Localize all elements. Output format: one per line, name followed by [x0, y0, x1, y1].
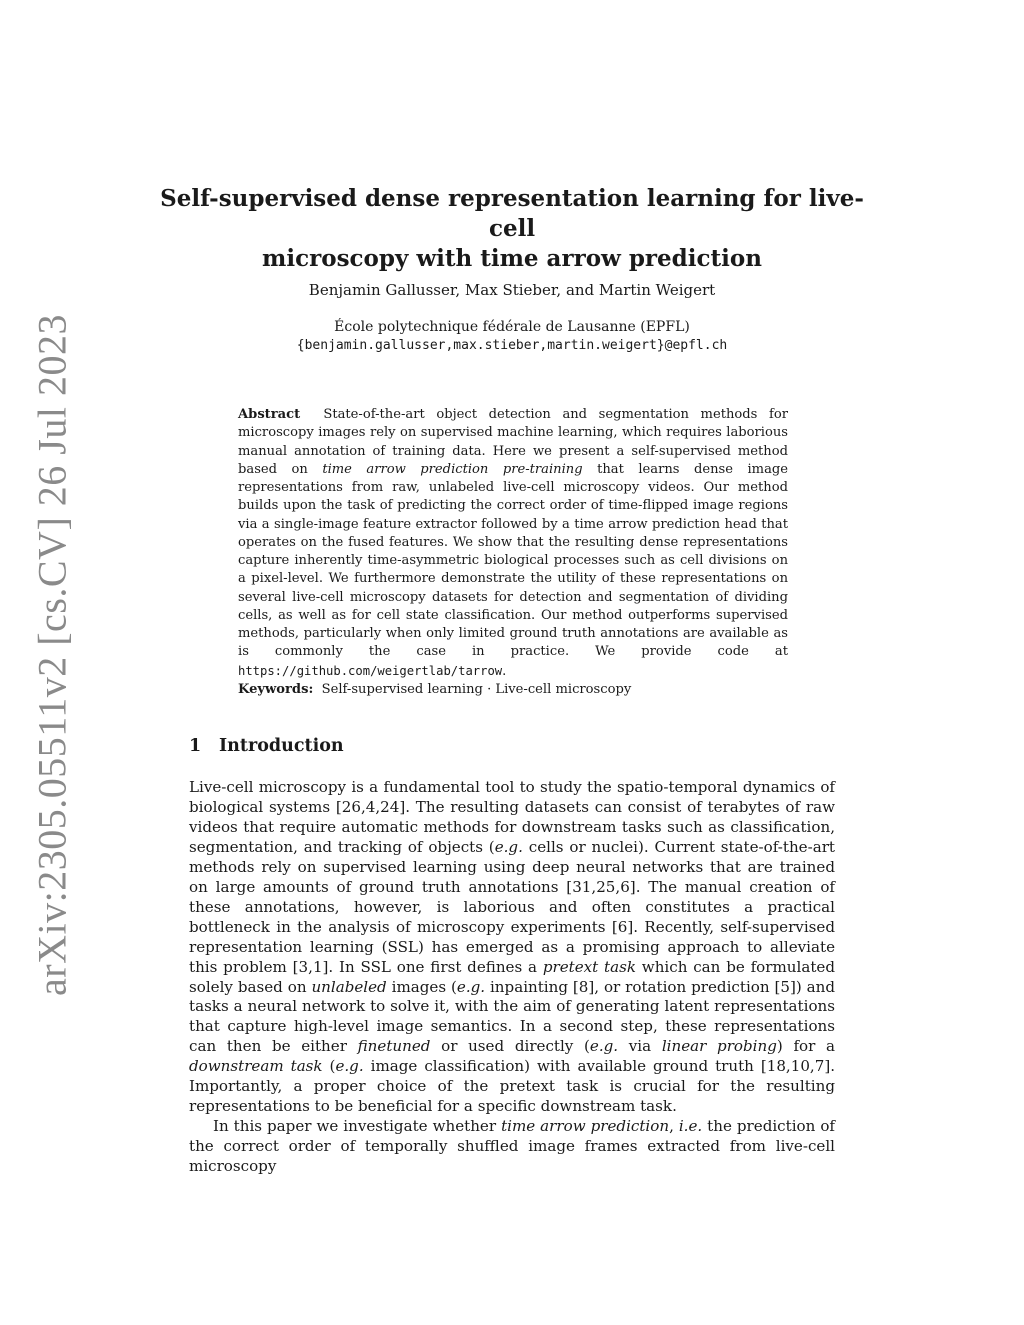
intro-emphasis: e.g.: [335, 1057, 364, 1076]
abstract-emphasis: time arrow prediction pre-training: [322, 461, 583, 477]
keywords: [238, 682, 788, 697]
introduction-body: [189, 778, 835, 1177]
abstract-text-1: State-of-the-art object detection and segmentation methods for microscopy images rely on supervised machine learning, which requires laborious manual annotation of training data. Here we present a self-supervised method based on: [238, 407, 788, 477]
code-link[interactable]: https://github.com/weigertlab/tarrow: [238, 663, 503, 678]
arxiv-identifier: arXiv:2305.05511v2 [cs.CV] 26 Jul 2023: [29, 314, 75, 996]
intro-emphasis: i.e.: [678, 1117, 703, 1136]
intro-text: ) for a: [776, 1037, 836, 1056]
author-emails: {benjamin.gallusser,max.stieber,martin.weigert}@epfl.ch: [296, 338, 728, 353]
intro-emphasis: pretext task: [542, 957, 636, 976]
intro-text: cells or nuclei). Current state-of-the-art methods rely on supervised learning using deep neural networks that are trained on large amounts of ground truth annotations [31,25,6]. The manual creation of these annotations, however, is laborious and often constitutes a practical bottleneck in the analysis of microscopy experiments [6]. Recently, self-supervised representation learning (SSL) has emerged as a promising approach to alleviate this problem [3,1]. In SSL one first defines a: [189, 837, 835, 976]
section-number: 1: [189, 736, 202, 756]
intro-text: (: [322, 1057, 336, 1076]
intro-text: image classification) with available ground truth [18,10,7]. Importantly, a proper choice of the pretext task is crucial for the resulting representations to be beneficial for a specific downstream task.: [189, 1057, 836, 1116]
intro-paragraph-2: [189, 1117, 835, 1177]
intro-emphasis: linear probing: [661, 1037, 777, 1056]
intro-text: In this paper we investigate whether: [213, 1117, 502, 1136]
intro-emphasis: downstream task: [189, 1057, 323, 1076]
keywords-text: Self-supervised learning · Live-cell microscopy: [321, 682, 632, 697]
abstract-label: Abstract: [238, 407, 301, 422]
intro-paragraph-1: [189, 778, 835, 1117]
title-line-2: microscopy with time arrow prediction: [262, 245, 762, 272]
abstract-text-2: that learns dense image representations from raw, unlabeled live-cell microscopy videos. Our method builds upon the task of predicting the correct order of time-flipped image regions via a single-image feature extractor followed by a time arrow prediction head that operates on the fused features. We show that the resulting dense representations capture inherently time-asymmetric biological processes such as cell divisions on a pixel-level. We furthermore demonstrate the utility of these representations on several live-cell microscopy datasets for detection and segmentation of dividing cells, as well as for cell state classification. Our method outperforms supervised methods, particularly when only limited ground truth annotations are available as is commonly the case in practice. We provide code at: [238, 461, 789, 660]
intro-emphasis: unlabeled: [311, 977, 387, 996]
intro-text: which can be formulated solely based on: [189, 957, 835, 996]
intro-emphasis: time arrow prediction: [501, 1117, 670, 1136]
intro-text: Live-cell microscopy is a fundamental tool to study the spatio-temporal dynamics of biological systems [26,4,24]. The resulting datasets can consist of terabytes of raw videos that require automatic methods for downstream tasks such as classification, segmentation, and tracking of objects (: [189, 778, 835, 856]
intro-text: images (: [386, 977, 457, 996]
abstract: [238, 406, 788, 681]
keywords-label: Keywords:: [238, 682, 314, 697]
intro-text: or used directly (: [430, 1037, 590, 1056]
intro-emphasis: finetuned: [357, 1037, 431, 1056]
section-heading-introduction: [189, 736, 344, 756]
intro-text: inpainting [8], or rotation prediction [5]) and tasks a neural network to solve it, with the aim of generating latent representations that capture high-level image semantics. In a second step, these representations can then be either: [189, 977, 836, 1056]
abstract-text-3: .: [502, 663, 507, 679]
section-title: Introduction: [219, 736, 344, 756]
intro-emphasis: e.g.: [589, 1037, 619, 1056]
intro-text: the prediction of the correct order of temporally shuffled image frames extracted from live-cell microscopy: [189, 1117, 835, 1176]
intro-emphasis: e.g.: [494, 837, 523, 856]
affiliation: École polytechnique fédérale de Lausanne (EPFL): [334, 319, 690, 335]
title-line-1: Self-supervised dense representation learning for live-cell: [160, 185, 864, 242]
author-list: Benjamin Gallusser, Max Stieber, and Martin Weigert: [308, 281, 716, 299]
intro-text: via: [618, 1037, 662, 1056]
intro-text: ,: [669, 1117, 679, 1136]
intro-emphasis: e.g.: [456, 977, 486, 996]
paper-title: [150, 184, 874, 274]
